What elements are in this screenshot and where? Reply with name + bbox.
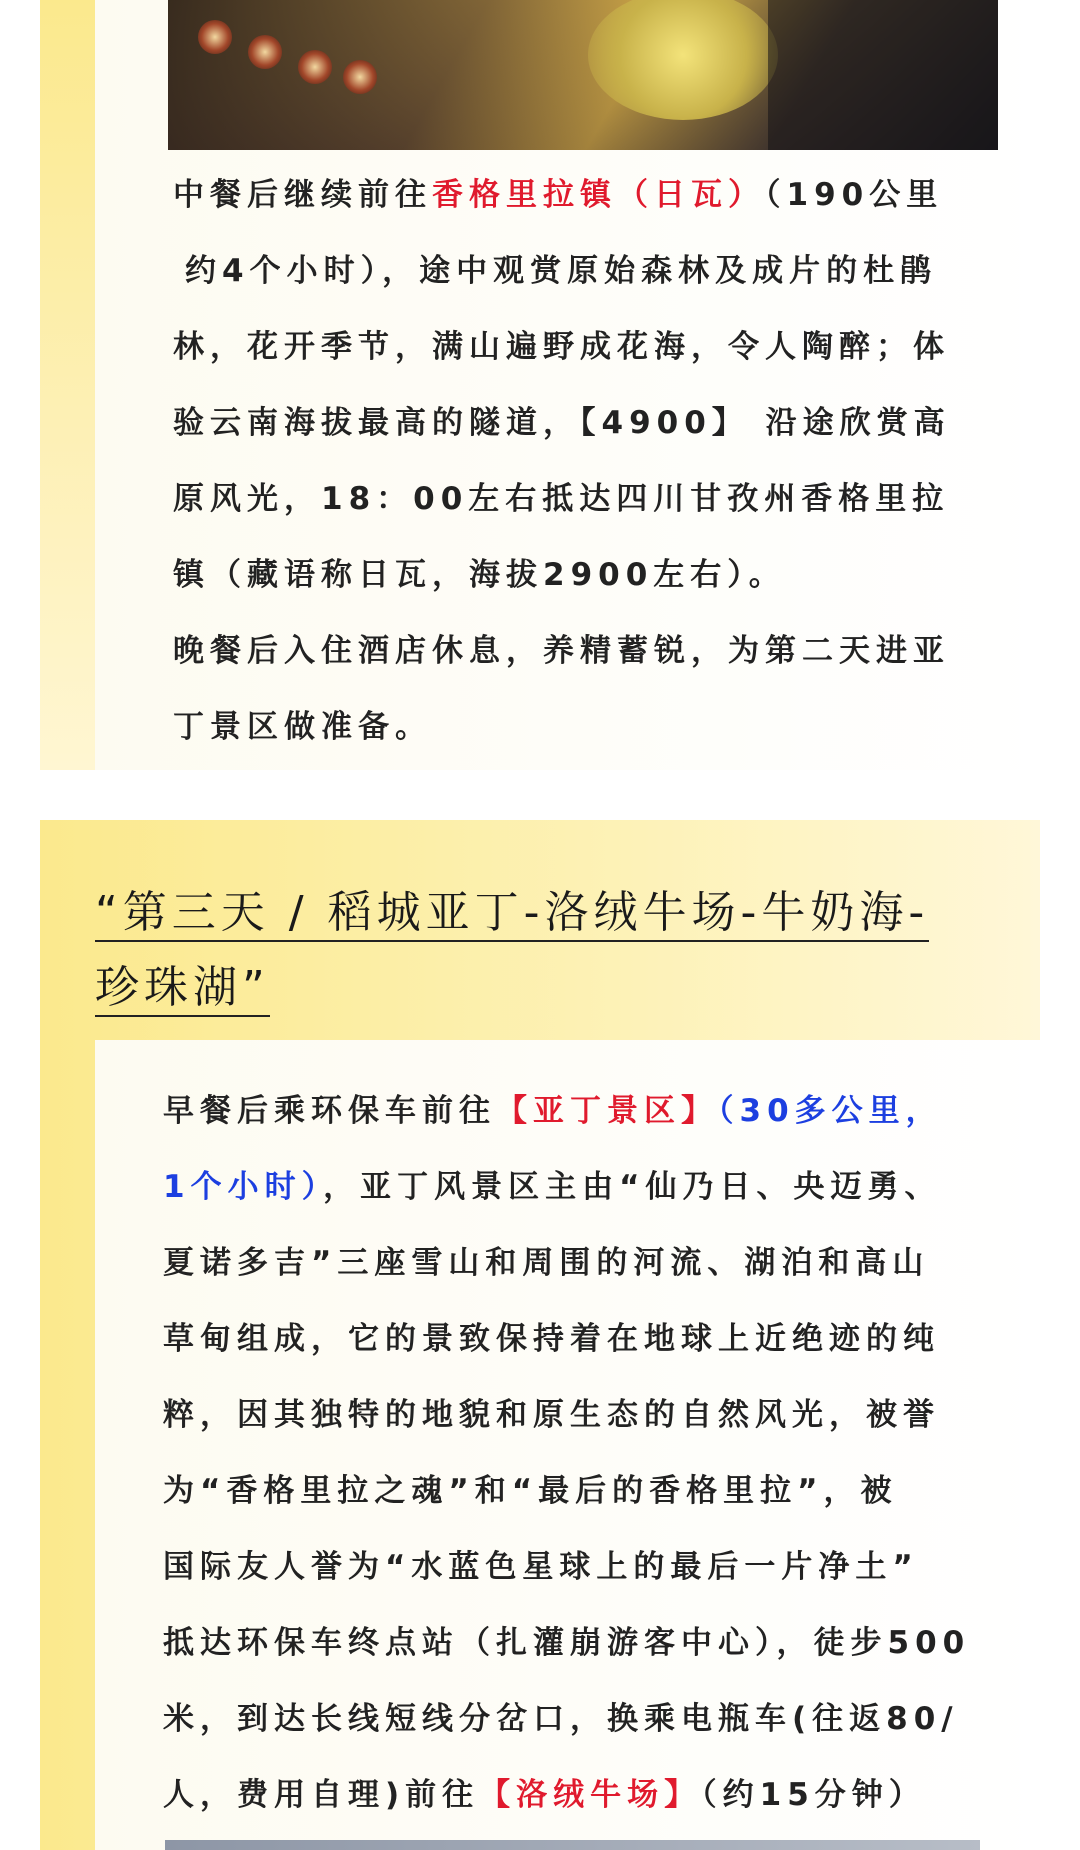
section2-paragraph-line: 粹，因其独特的地貌和原生态的自然风光，被誉	[163, 1397, 940, 1433]
section1-paragraph-line: 验云南海拔最高的隧道，【4900】 沿途欣赏高	[173, 405, 951, 441]
section2-paragraph-line: 抵达环保车终点站（扎灌崩游客中心），徒步500	[163, 1625, 971, 1661]
lantern-decoration	[343, 60, 377, 94]
day3-title-line2: 珍珠湖”	[95, 962, 270, 1017]
section1-accent-bar	[40, 0, 95, 770]
section2-paragraph-line: 夏诺多吉”三座雪山和周围的河流、湖泊和高山	[163, 1245, 930, 1281]
section2-paragraph-line: 为“香格里拉之魂”和“最后的香格里拉”，被	[163, 1473, 898, 1509]
section1-paragraph-line: 原风光，18：00左右抵达四川甘孜州香格里拉	[173, 481, 950, 517]
mountain-photo-top-edge	[165, 1840, 980, 1850]
section1-paragraph-line: 中餐后继续前往香格里拉镇（日瓦）（190公里	[173, 177, 944, 213]
section1-paragraph-line: 丁景区做准备。	[173, 709, 432, 745]
lantern-decoration	[298, 50, 332, 84]
section2-paragraph-line: 草甸组成，它的景致保持着在地球上近绝迹的纯	[163, 1321, 940, 1357]
section1-paragraph-line: 晚餐后入住酒店休息，养精蓄锐，为第二天进亚	[173, 633, 950, 669]
section2-paragraph-line: 早餐后乘环保车前往【亚丁景区】（30多公里，	[163, 1093, 943, 1129]
section1-paragraph-line: 镇（藏语称日瓦，海拔2900左右）。	[173, 557, 786, 593]
section2-paragraph-line: 国际友人誉为“水蓝色星球上的最后一片净土”	[163, 1549, 919, 1585]
section2-paragraph-line: 人，费用自理)前往【洛绒牛场】（约15分钟）	[163, 1777, 926, 1813]
section2-paragraph-line: 米，到达长线短线分岔口，换乘电瓶车(往返80/	[163, 1701, 959, 1737]
village-photo	[168, 0, 998, 150]
section2-paragraph-line: 1个小时），亚丁风景区主由“仙乃日、央迈勇、	[163, 1169, 942, 1205]
tree-decoration	[588, 0, 778, 120]
day3-title-line1: “第三天 / 稻城亚丁-洛绒牛场-牛奶海-	[95, 887, 929, 942]
section1-paragraph-line: 林，花开季节，满山遍野成花海，令人陶醉；体	[173, 329, 950, 365]
lantern-decoration	[248, 35, 282, 69]
roof-decoration	[768, 0, 998, 150]
day3-title	[95, 875, 929, 1025]
lantern-decoration	[198, 20, 232, 54]
section1-paragraph-line: 约4个小时），途中观赏原始森林及成片的杜鹃	[185, 253, 938, 289]
